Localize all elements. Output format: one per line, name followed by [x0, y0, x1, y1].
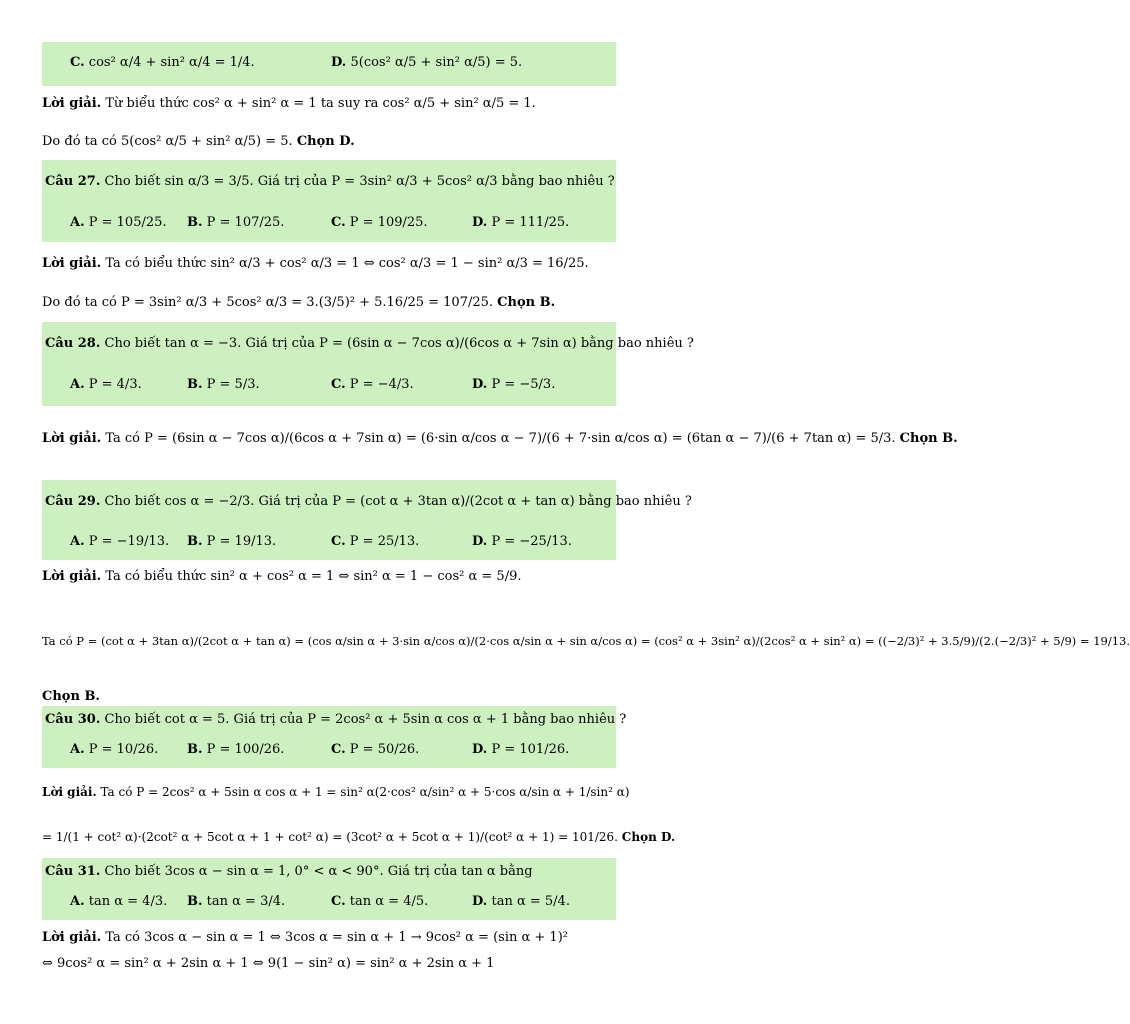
q26-option-c: C. cos² α/4 + sin² α/4 = 1/4.: [70, 55, 255, 70]
q28-option-b: B. P = 5/3.: [187, 377, 260, 392]
q30-option-b: B. P = 100/26.: [187, 742, 285, 757]
q27-stem: Câu 27. Cho biết sin α/3 = 3/5. Giá trị của P = 3sin² α/3 + 5cos² α/3 bằng bao nhiêu ?: [45, 174, 615, 189]
q29-option-a: A. P = −19/13.: [70, 534, 170, 549]
q31-option-b: B. tan α = 3/4.: [187, 894, 286, 909]
q27-option-d: D. P = 111/25.: [472, 215, 570, 230]
q31-option-a: A. tan α = 4/3.: [70, 894, 168, 909]
q28-option-c: C. P = −4/3.: [331, 377, 414, 392]
q29-stem: Câu 29. Cho biết cos α = −2/3. Giá trị của P = (cot α + 3tan α)/(2cot α + tan α) bằng bao nhiêu ?: [45, 494, 692, 509]
q30-block: [42, 706, 627, 768]
q29-option-b: B. P = 19/13.: [187, 534, 277, 549]
q30-option-a: A. P = 10/26.: [70, 742, 159, 757]
q29-block: [42, 480, 692, 560]
q27-solution-line2: Do đó ta có P = 3sin² α/3 + 5cos² α/3 = 3.(3/5)² + 5.16/25 = 107/25. Chọn B.: [42, 295, 556, 310]
q27-solution-line1: Lời giải. Ta có biểu thức sin² α/3 + cos² α/3 = 1 ⇔ cos² α/3 = 1 − sin² α/3 = 16/25.: [42, 256, 589, 271]
q28-stem: Câu 28. Cho biết tan α = −3. Giá trị của P = (6sin α − 7cos α)/(6cos α + 7sin α) bằng bao nhiêu ?: [45, 336, 694, 351]
q26-solution-line1: Lời giải. Từ biểu thức cos² α + sin² α = 1 ta suy ra cos² α/5 + sin² α/5 = 1.: [42, 96, 536, 111]
q28-option-d: D. P = −5/3.: [472, 377, 556, 392]
q30-solution-line2: = 1/(1 + cot² α)·(2cot² α + 5cot α + 1 + cot² α) = (3cot² α + 5cot α + 1)/(cot² α + 1) = 101/26. Chọn D.: [42, 830, 676, 844]
q26-solution-line2: Do đó ta có 5(cos² α/5 + sin² α/5) = 5. Chọn D.: [42, 134, 355, 149]
q27-block: [42, 160, 616, 242]
q27-option-c: C. P = 109/25.: [331, 215, 428, 230]
q29-solution-line1: Lời giải. Ta có biểu thức sin² α + cos² α = 1 ⇔ sin² α = 1 − cos² α = 5/9.: [42, 569, 522, 584]
q31-option-c: C. tan α = 4/5.: [331, 894, 429, 909]
q28-solution-line1: Lời giải. Ta có P = (6sin α − 7cos α)/(6cos α + 7sin α) = (6·sin α/cos α − 7)/(6 + 7·sin α/cos α) = (6tan α − 7)/(6 + 7tan α) = 5/3. Chọn B.: [42, 431, 958, 446]
q31-solution-line1: Lời giải. Ta có 3cos α − sin α = 1 ⇔ 3cos α = sin α + 1 → 9cos² α = (sin α + 1)²: [42, 930, 568, 945]
q30-solution-line1: Lời giải. Ta có P = 2cos² α + 5sin α cos α + 1 = sin² α(2·cos² α/sin² α + 5·cos α/sin α + 1/sin² α): [42, 785, 630, 799]
q29-option-d: D. P = −25/13.: [472, 534, 572, 549]
q31-solution-line2: ⇔ 9cos² α = sin² α + 2sin α + 1 ⇔ 9(1 − sin² α) = sin² α + 2sin α + 1: [42, 956, 495, 971]
q28-block: [42, 322, 694, 406]
q27-option-a: A. P = 105/25.: [70, 215, 167, 230]
q29-solution-choice: Chọn B.: [42, 689, 100, 704]
q30-option-d: D. P = 101/26.: [472, 742, 570, 757]
q30-stem: Câu 30. Cho biết cot α = 5. Giá trị của P = 2cos² α + 5sin α cos α + 1 bằng bao nhiêu ?: [45, 712, 627, 727]
q31-block: [42, 858, 616, 920]
q31-option-d: D. tan α = 5/4.: [472, 894, 570, 909]
q28-option-a: A. P = 4/3.: [70, 377, 142, 392]
q29-solution-line2: Ta có P = (cot α + 3tan α)/(2cot α + tan α) = (cos α/sin α + 3·sin α/cos α)/(2·cos α/sin α + sin α/cos α) = (cos² α + 3sin² α)/(2cos² α + sin² α) = ((−2/3)² + 3.5/9)/(2.(−2/3)² + 5/9) = 19/13.: [42, 634, 1130, 648]
q30-option-c: C. P = 50/26.: [331, 742, 420, 757]
q26-options-block: [42, 42, 616, 86]
q29-option-c: C. P = 25/13.: [331, 534, 420, 549]
q26-option-d: D. 5(cos² α/5 + sin² α/5) = 5.: [331, 55, 523, 70]
q27-option-b: B. P = 107/25.: [187, 215, 285, 230]
q31-stem: Câu 31. Cho biết 3cos α − sin α = 1, 0° < α < 90°. Giá trị của tan α bằng: [45, 864, 533, 879]
